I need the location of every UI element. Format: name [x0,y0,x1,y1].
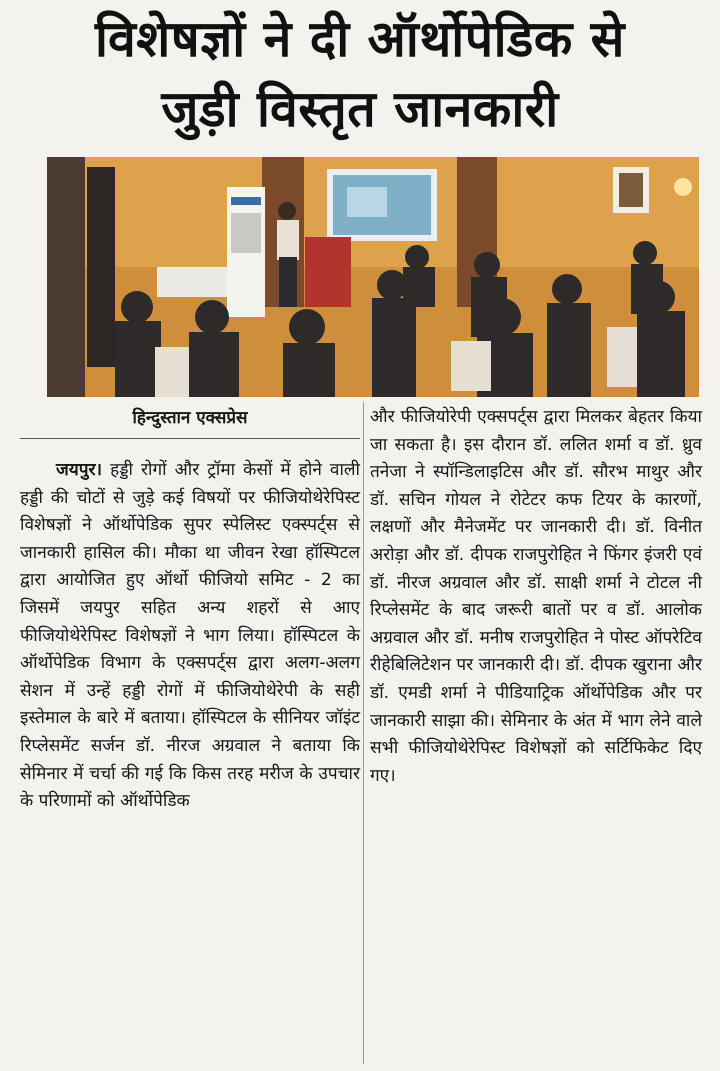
article-right-column [370,404,702,790]
column-divider [363,402,364,1064]
headline-line-1: विशेषज्ञों ने दी ऑर्थोपेडिक से [95,10,625,68]
dateline: जयपुर। [56,460,103,480]
seminar-photo [47,157,699,397]
article-left-body: हड्डी रोगों और ट्रॉमा केसों में होने वाली हड्डी की चोटों से जुड़े कई विषयों पर फीजियोथेरेपिस्ट विशेषज्ञों ने ऑर्थोपेडिक सुपर स्पेलिस्ट एक्स्पर्ट्स से जानकारी हासिल की। मौका था जीवन रेखा हॉस्पिटल द्वारा आयोजित हुए ऑर्थो फीजियो समिट - 2 का जिसमें जयपुर सहित अन्य शहरों से आए फीजियोथेरेपिस्ट विशेषज्ञों ने भाग लिया। हॉस्पिटल के ऑर्थोपेडिक विभाग के एक्सपर्ट्स द्वारा अलग-अलग सेशन में उन्हें हड्डी रोगों में फीजियोथेरेपी के सही इस्तेमाल के बारे में बताया। हॉस्पिटल के सीनियर जॉइंट रिप्लेसमेंट सर्जन डॉ. नीरज अग्रवाल ने बताया कि सेमिनार में चर्चा की गई कि किस तरह मरीज के उपचार के परिणामों को ऑर्थोपेडिक [20,460,360,812]
article-right-text: और फीजियोरेपी एक्सपर्ट्स द्वारा मिलकर बेहतर किया जा सकता है। इस दौरान डॉ. ललित शर्मा व डॉ. ध्रुव तनेजा ने स्पॉन्डिलाइटिस और डॉ. सौरभ माथुर और डॉ. सचिन गोयल ने रोटेटर कफ टियर के कारणों, लक्षणों और मैनेजमेंट पर जानकारी दी। डॉ. विनीत अरोड़ा और डॉ. दीपक राजपुरोहित ने फिंगर इंजरी एवं डॉ. नीरज अग्रवाल और डॉ. साक्षी शर्मा ने टोटल नी रिप्लेसमेंट के बाद जरूरी बातों पर व डॉ. आलोक अग्रवाल और डॉ. मनीष राजपुरोहित ने पोस्ट ऑपरेटिव रीहेबिलिटेशन पर जानकारी दी। डॉ. दीपक खुराना और डॉ. एमडी शर्मा ने पीडियाट्रिक ऑर्थोपेडिक और पर जानकारी साझा की। सेमिनार के अंत में भाग लेने वाले सभी फीजियोथेरेपिस्ट विशेषज्ञों को सर्टिफिकेट दिए गए। [370,407,702,786]
seminar-photo-illustration [47,157,699,397]
byline: हिन्दुस्तान एक्सप्रेस [20,404,360,439]
headline-line-2: जुड़ी विस्तृत जानकारी [161,80,559,138]
headline [0,4,720,144]
article-left-column [20,404,360,816]
article-left-text [20,457,360,816]
